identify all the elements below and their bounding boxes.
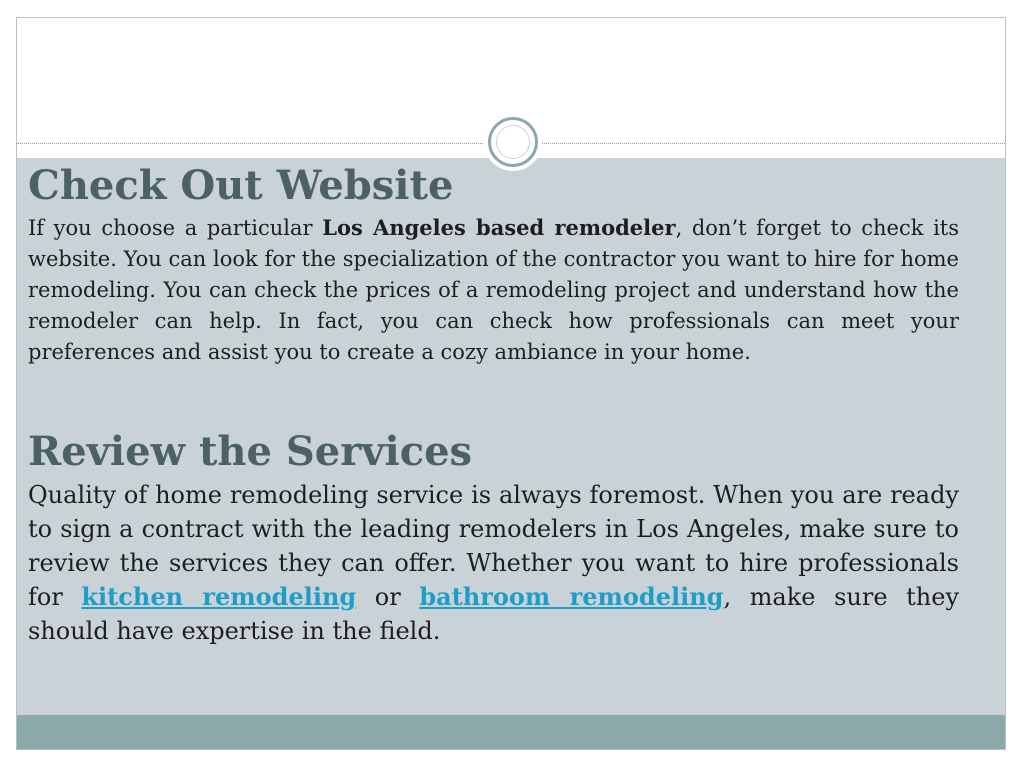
section-spacer	[28, 368, 959, 426]
link-bathroom-remodeling[interactable]: bathroom remodeling	[419, 582, 724, 611]
paragraph-review-services	[28, 478, 959, 648]
slide-body	[28, 160, 959, 648]
paragraph-check-out-website	[28, 212, 959, 368]
p1-bold-remodeler: Los Angeles based remodeler	[322, 215, 676, 240]
p1-text-end: , don’t forget to check its website. You can look for the specialization of the contractor you want to hire for home remodeling. You can check the prices of a remodeling project and understand how the remodeler can help. In fact, you can check how professionals can meet your preferences and assist you to create a cozy ambiance in your home.	[28, 216, 959, 364]
p2-text-between: or	[356, 583, 420, 611]
ornament-inner-ring	[496, 125, 530, 159]
footer-band	[17, 715, 1005, 750]
p2-text-start: Quality of home remodeling service is always foremost. When you are ready to sign a contract with the leading remodelers in Los Angeles, make sure to review the services they can offer. Whether you want to hire professionals for	[28, 481, 959, 611]
heading-review-services: Review the Services	[28, 428, 473, 475]
heading-check-out-website: Check Out Website	[28, 162, 454, 209]
link-kitchen-remodeling[interactable]: kitchen remodeling	[81, 582, 357, 611]
p2-text-end: , make sure they should have expertise in the field.	[28, 583, 960, 645]
p1-text-start: If you choose a particular	[28, 216, 323, 240]
